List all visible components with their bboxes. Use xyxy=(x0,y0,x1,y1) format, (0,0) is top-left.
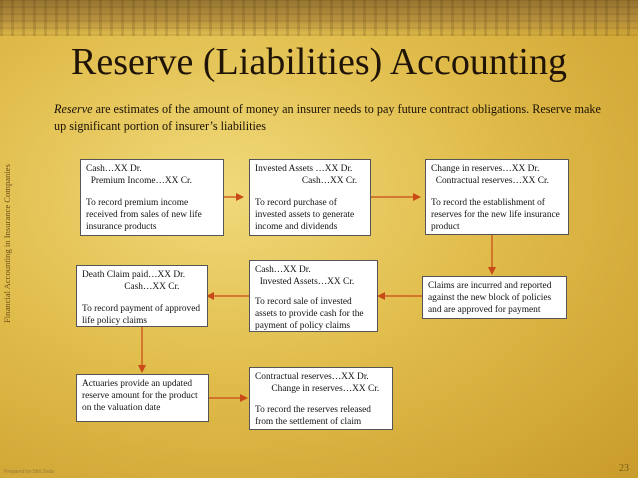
entry-credit: Cash…XX Cr. xyxy=(82,282,180,292)
entry-debit: Contractual reserves…XX Dr. xyxy=(255,372,369,382)
entry-debit: Change in reserves…XX Dr. xyxy=(431,164,540,174)
intro-text: are estimates of the amount of money an insurer needs to pay future contract obligations. Reserve make up significant portion of insurer’s liabilities xyxy=(54,102,601,133)
entry-description: To record premium income received from sales of new life insurance products xyxy=(86,198,202,232)
intro-term: Reserve xyxy=(54,102,93,116)
entry-description: To record purchase of invested assets to generate income and dividends xyxy=(255,198,355,232)
side-label: Financial Accounting in Insurance Companies xyxy=(2,164,12,323)
box-premium-income xyxy=(80,159,224,236)
entry-description: To record sale of invested assets to provide cash for the payment of policy claims xyxy=(255,297,364,331)
entry-description: To record payment of approved life policy claims xyxy=(82,304,201,326)
event-description: Claims are incurred and reported against the new block of policies and are approved for payment xyxy=(428,281,552,315)
entry-credit: Invested Assets…XX Cr. xyxy=(255,277,355,287)
entry-credit: Contractual reserves…XX Cr. xyxy=(431,176,549,186)
entry-debit: Death Claim paid…XX Dr. xyxy=(82,270,186,280)
event-description: Actuaries provide an updated reserve amount for the product on the valuation date xyxy=(82,379,198,413)
box-invested-assets xyxy=(249,159,371,236)
entry-debit: Cash…XX Dr. xyxy=(255,265,311,275)
entry-description: To record the establishment of reserves for the new life insurance product xyxy=(431,198,560,232)
box-contractual-reserves xyxy=(249,367,393,430)
entry-credit: Premium Income…XX Cr. xyxy=(86,176,192,186)
footer-credit: Prepared by Sitti Zeda xyxy=(4,469,54,475)
entry-credit: Cash…XX Cr. xyxy=(255,176,358,186)
slide-title: Reserve (Liabilities) Accounting xyxy=(71,41,567,83)
box-death-claim xyxy=(76,265,208,327)
entry-description: To record the reserves released from the settlement of claim xyxy=(255,405,371,427)
box-change-in-reserves xyxy=(425,159,569,235)
box-actuaries-update xyxy=(76,374,209,422)
box-sale-of-invested-assets xyxy=(249,260,378,332)
slide-number: 23 xyxy=(619,463,629,474)
entry-debit: Cash…XX Dr. xyxy=(86,164,142,174)
box-claims-incurred xyxy=(422,276,567,319)
entry-credit: Change in reserves…XX Cr. xyxy=(255,384,380,394)
entry-debit: Invested Assets …XX Dr. xyxy=(255,164,353,174)
